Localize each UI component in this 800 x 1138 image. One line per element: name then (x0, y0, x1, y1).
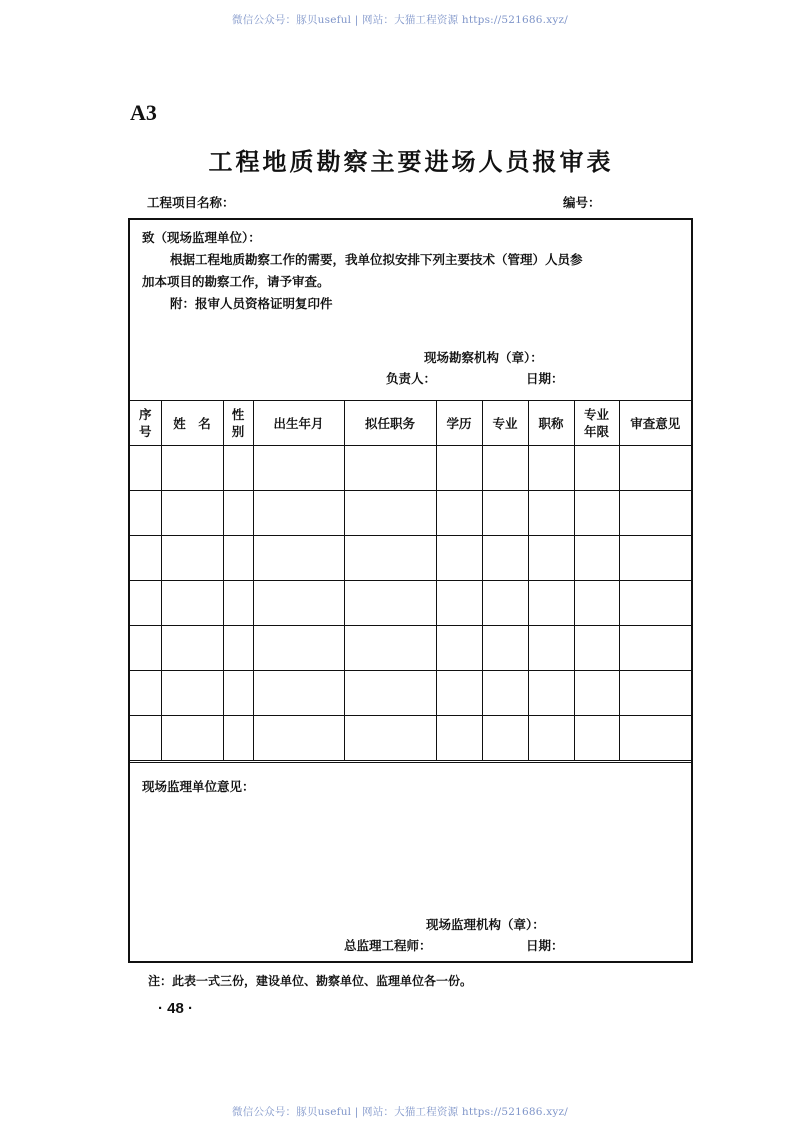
cell[interactable] (619, 536, 691, 581)
cell[interactable] (253, 446, 344, 491)
cell[interactable] (161, 536, 223, 581)
cell[interactable] (130, 446, 161, 491)
cell[interactable] (344, 581, 436, 626)
header-review-opinion: 审查意见 (619, 401, 691, 446)
table-row (130, 716, 691, 762)
supervision-org-seal-label: 现场监理机构（章）： (426, 917, 545, 932)
cell[interactable] (619, 491, 691, 536)
page-number: · 48 · (158, 1000, 194, 1017)
cell[interactable] (253, 491, 344, 536)
supervision-date-label: 日期： (526, 938, 564, 953)
supervisor-opinion-section (130, 767, 691, 961)
cell[interactable] (574, 446, 619, 491)
cell[interactable] (223, 536, 253, 581)
cell[interactable] (161, 716, 223, 762)
header-gender: 性 别 (223, 401, 253, 446)
cell[interactable] (344, 536, 436, 581)
cell[interactable] (528, 491, 574, 536)
cell[interactable] (253, 536, 344, 581)
cell[interactable] (253, 626, 344, 671)
cell[interactable] (223, 491, 253, 536)
footnote: 注：此表一式三份，建设单位、勘察单位、监理单位各一份。 (148, 974, 473, 988)
cell[interactable] (436, 536, 482, 581)
cell[interactable] (130, 626, 161, 671)
cell[interactable] (253, 671, 344, 716)
watermark-bottom: 微信公众号：豚贝useful | 网站：大猫工程资源 https://521686.xyz/ (232, 1106, 568, 1118)
cell[interactable] (223, 581, 253, 626)
header-title: 职称 (528, 401, 574, 446)
header-name: 姓 名 (161, 401, 223, 446)
table-row (130, 671, 691, 716)
cell[interactable] (223, 446, 253, 491)
table-row (130, 491, 691, 536)
cell[interactable] (436, 446, 482, 491)
body-line-2: 加本项目的勘察工作，请予审查。 (142, 274, 330, 289)
cell[interactable] (528, 536, 574, 581)
supervisor-opinion-label: 现场监理单位意见： (142, 779, 255, 794)
cell[interactable] (344, 446, 436, 491)
cell[interactable] (574, 716, 619, 762)
cell[interactable] (619, 446, 691, 491)
cell[interactable] (482, 491, 528, 536)
header-seq: 序 号 (130, 401, 161, 446)
table-row (130, 626, 691, 671)
cell[interactable] (223, 716, 253, 762)
cell[interactable] (344, 671, 436, 716)
cell[interactable] (130, 581, 161, 626)
table-row (130, 446, 691, 491)
header-major: 专业 (482, 401, 528, 446)
cell[interactable] (619, 581, 691, 626)
cell[interactable] (161, 581, 223, 626)
cell[interactable] (482, 581, 528, 626)
cell[interactable] (253, 716, 344, 762)
cell[interactable] (574, 671, 619, 716)
cell[interactable] (528, 671, 574, 716)
cell[interactable] (130, 671, 161, 716)
table-row (130, 536, 691, 581)
watermark-top: 微信公众号：豚贝useful | 网站：大猫工程资源 https://521686.xyz/ (232, 14, 568, 26)
cell[interactable] (528, 581, 574, 626)
cell[interactable] (161, 446, 223, 491)
cell[interactable] (619, 671, 691, 716)
cell[interactable] (619, 716, 691, 762)
number-label: 编号： (563, 195, 601, 210)
application-section (130, 220, 691, 400)
header-education: 学历 (436, 401, 482, 446)
cell[interactable] (161, 626, 223, 671)
header-birth-date: 出生年月 (253, 401, 344, 446)
responsible-person-label: 负责人： (386, 371, 437, 386)
attachment-note: 附：报审人员资格证明复印件 (170, 296, 333, 311)
cell[interactable] (436, 581, 482, 626)
cell[interactable] (161, 491, 223, 536)
cell[interactable] (528, 626, 574, 671)
header-position: 拟任职务 (344, 401, 436, 446)
cell[interactable] (436, 671, 482, 716)
cell[interactable] (253, 581, 344, 626)
form-box (128, 218, 693, 963)
survey-org-seal-label: 现场勘察机构（章）： (424, 350, 543, 365)
cell[interactable] (436, 626, 482, 671)
cell[interactable] (528, 716, 574, 762)
cell[interactable] (482, 671, 528, 716)
cell[interactable] (436, 716, 482, 762)
page-title: 工程地质勘察主要进场人员报审表 (208, 148, 614, 176)
cell[interactable] (130, 536, 161, 581)
table-row (130, 581, 691, 626)
cell[interactable] (161, 671, 223, 716)
cell[interactable] (482, 716, 528, 762)
cell[interactable] (344, 716, 436, 762)
cell[interactable] (223, 671, 253, 716)
cell[interactable] (344, 626, 436, 671)
cell[interactable] (344, 491, 436, 536)
project-name-label: 工程项目名称： (147, 195, 235, 210)
cell[interactable] (574, 491, 619, 536)
cell[interactable] (619, 626, 691, 671)
table-header-row (130, 401, 691, 446)
cell[interactable] (482, 626, 528, 671)
cell[interactable] (130, 716, 161, 762)
personnel-table (130, 400, 691, 763)
header-years: 专业 年限 (574, 401, 619, 446)
body-line-1: 根据工程地质勘察工作的需要，我单位拟安排下列主要技术（管理）人员参 (170, 252, 583, 267)
survey-date-label: 日期： (526, 371, 564, 386)
addressee: 致（现场监理单位）： (142, 230, 261, 245)
cell[interactable] (574, 626, 619, 671)
cell[interactable] (574, 581, 619, 626)
cell[interactable] (223, 626, 253, 671)
cell[interactable] (436, 491, 482, 536)
cell[interactable] (574, 536, 619, 581)
cell[interactable] (528, 446, 574, 491)
cell[interactable] (130, 491, 161, 536)
chief-engineer-label: 总监理工程师： (344, 938, 432, 953)
cell[interactable] (482, 446, 528, 491)
form-code: A3 (130, 100, 157, 125)
cell[interactable] (482, 536, 528, 581)
